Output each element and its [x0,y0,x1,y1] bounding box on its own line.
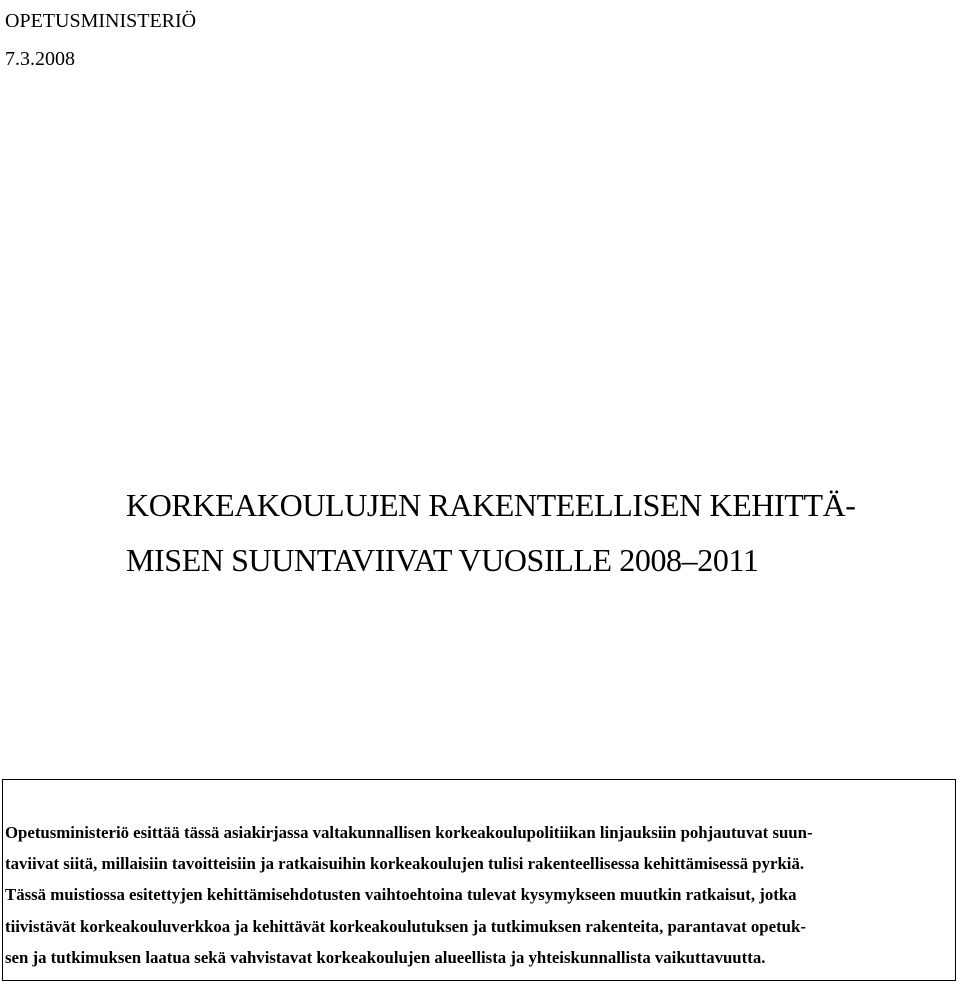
abstract-line-2: taviivat siitä, millaisiin tavoitteisiin ja ratkaisuihin korkeakoulujen tulisi rakenteellisessa kehittämisessä pyrkiä. [5,854,805,874]
document-header [5,2,196,78]
title-line-2: MISEN SUUNTAVIIVAT VUOSILLE 2008–2011 [126,542,759,578]
document-date: 7.3.2008 [5,48,75,70]
title-line-1: KORKEAKOULUJEN RAKENTEELLISEN KEHITTÄ- [126,487,856,523]
abstract-line-3: Tässä muistiossa esitettyjen kehittämisehdotusten vaihtoehtoina tulevat kysymykseen muutkin ratkaisut, jotka [5,885,797,905]
abstract-line-4: tiivistävät korkeakouluverkkoa ja kehittävät korkeakoulutuksen ja tutkimuksen rakenteita, parantavat opetuk- [5,916,806,936]
organization-name: OPETUSMINISTERIÖ [5,10,197,32]
abstract-text [5,817,813,973]
abstract-line-1: Opetusministeriö esittää tässä asiakirjassa valtakunnallisen korkeakoulupolitiikan linjauksiin pohjautuvat suun- [5,823,813,842]
document-title [126,478,856,588]
abstract-line-5: sen ja tutkimuksen laatua sekä vahvistavat korkeakoulujen alueellista ja yhteiskunnallista vaikuttavuutta. [5,947,766,967]
